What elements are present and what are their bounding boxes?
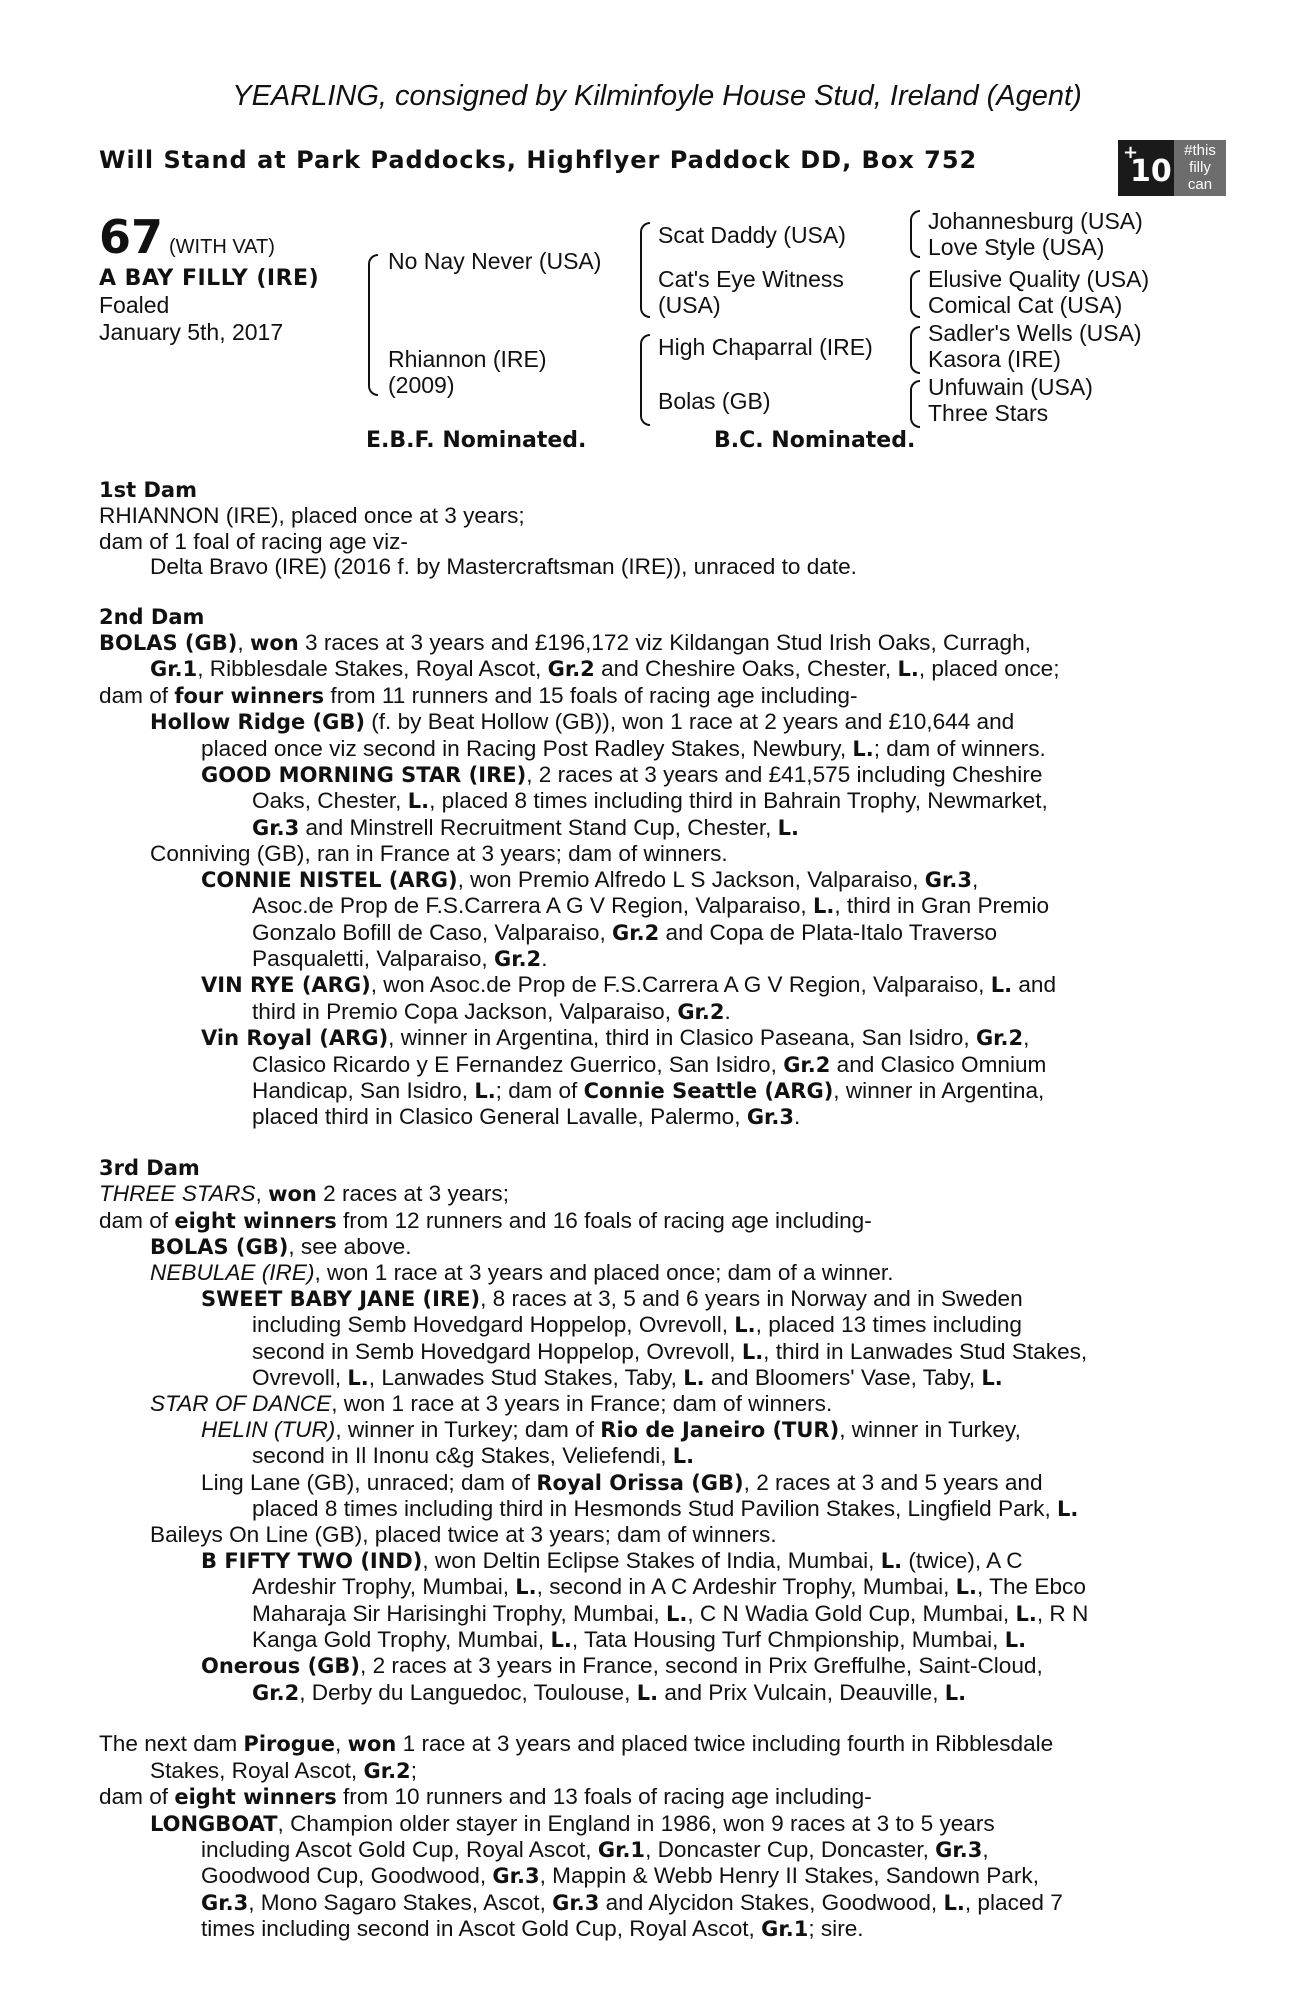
second-dam-line bbox=[99, 1025, 1205, 1051]
text: , won 1 race at 3 years and placed once; dam of a winner. bbox=[314, 1260, 894, 1286]
second-dam-line bbox=[99, 999, 1205, 1025]
text: , 2 races at 3 years in France, second in Prix Greffulhe, Saint-Cloud, bbox=[360, 1653, 1043, 1679]
bold-text: BOLAS (GB) bbox=[150, 1234, 289, 1259]
text: , placed 8 times including third in Bahrain Trophy, Newmarket, bbox=[429, 788, 1048, 814]
gen3-brace-1 bbox=[910, 210, 920, 258]
text: , 2 races at 3 and 5 years and bbox=[743, 1469, 1043, 1495]
plus-10-badge bbox=[1118, 140, 1174, 196]
third-dam-line bbox=[99, 1312, 1205, 1338]
gen3-brace-2 bbox=[910, 270, 920, 318]
text: , won 1 race at 3 years in France; dam of winners. bbox=[331, 1391, 833, 1417]
text: Stakes, Royal Ascot, bbox=[150, 1757, 364, 1783]
italic-text: HELIN (TUR) bbox=[201, 1416, 336, 1442]
grade-text: L. bbox=[981, 1366, 1003, 1390]
text: and bbox=[1012, 972, 1057, 998]
logo-tag-3: can bbox=[1187, 176, 1213, 193]
text: ; dam of winners. bbox=[873, 735, 1046, 761]
text: , bbox=[1023, 1025, 1030, 1051]
text: , Mono Sagaro Stakes, Ascot, bbox=[248, 1889, 553, 1915]
grade-text: L. bbox=[683, 1366, 705, 1390]
pedigree-g3-7: Unfuwain (USA) bbox=[928, 374, 1093, 400]
bold-text: four winners bbox=[174, 683, 325, 708]
pedigree-sire-dam: Cat's Eye Witness bbox=[658, 266, 844, 292]
pedigree-dam-year: (2009) bbox=[388, 372, 455, 398]
text: and Copa de Plata-Italo Traverso bbox=[659, 919, 998, 945]
grade-text: Gr.2 bbox=[612, 920, 660, 945]
grade-text: L. bbox=[777, 815, 800, 840]
bold-text: Pirogue bbox=[243, 1732, 336, 1757]
text: Gonzalo Bofill de Caso, Valparaiso, bbox=[252, 919, 613, 945]
first-dam-line: dam of 1 foal of racing age viz- bbox=[99, 528, 408, 554]
logo-tag-2: filly bbox=[1189, 159, 1211, 176]
third-dam-line bbox=[99, 1574, 1205, 1600]
horse-name: A BAY FILLY (IRE) bbox=[99, 266, 320, 291]
grade-text: L. bbox=[474, 1078, 496, 1103]
text: , won Premio Alfredo L S Jackson, Valparaiso, bbox=[457, 866, 925, 892]
grade-text: L. bbox=[734, 1313, 756, 1338]
text: 1 race at 3 years and placed twice including fourth in Ribblesdale bbox=[396, 1731, 1054, 1757]
first-dam-line: Delta Bravo (IRE) (2016 f. by Mastercraftsman (IRE)), unraced to date. bbox=[150, 554, 857, 580]
next-dam-line bbox=[99, 1811, 1205, 1837]
catalogue-body bbox=[99, 478, 1205, 1943]
dam-parents-brace bbox=[640, 334, 650, 426]
text: , second in A C Ardeshir Trophy, Mumbai, bbox=[536, 1574, 956, 1600]
text: 2 races at 3 years; bbox=[316, 1181, 509, 1207]
text: , Ribblesdale Stakes, Royal Ascot, bbox=[197, 656, 548, 682]
third-dam-line bbox=[99, 1601, 1205, 1627]
sire-parents-brace bbox=[640, 222, 650, 318]
bold-text: Vin Royal (ARG) bbox=[201, 1026, 389, 1051]
text: . bbox=[724, 998, 731, 1024]
second-dam-line bbox=[99, 893, 1205, 919]
next-dam-line bbox=[99, 1837, 1205, 1863]
pedigree-g3-8: Three Stars bbox=[928, 400, 1049, 426]
second-dam-line bbox=[99, 972, 1205, 998]
text: ; sire. bbox=[808, 1916, 864, 1942]
sire-brace bbox=[368, 254, 378, 396]
text: and Clasico Omnium bbox=[830, 1051, 1047, 1077]
text: , placed 13 times including bbox=[755, 1312, 1022, 1338]
italic-text: NEBULAE (IRE) bbox=[150, 1260, 315, 1286]
text: and Bloomers' Vase, Taby, bbox=[704, 1365, 982, 1390]
text: The next dam bbox=[99, 1731, 244, 1757]
second-dam-line bbox=[99, 656, 1205, 682]
this-filly-can-badge bbox=[1174, 140, 1226, 196]
text: , winner in Turkey, bbox=[839, 1416, 1021, 1442]
bold-text: won bbox=[249, 631, 299, 656]
grade-text: L. bbox=[812, 894, 835, 919]
pedigree-sire-dam-country: (USA) bbox=[658, 292, 721, 318]
bold-text: CONNIE NISTEL (ARG) bbox=[201, 867, 458, 892]
text: Ardeshir Trophy, Mumbai, bbox=[252, 1574, 516, 1600]
grade-text: Gr.2 bbox=[493, 946, 542, 971]
grade-text: L. bbox=[944, 1680, 967, 1705]
third-dam-line bbox=[99, 1680, 1205, 1706]
lot-number: 67 bbox=[99, 210, 164, 264]
grade-text: Gr.3 bbox=[924, 867, 972, 892]
second-dam-line bbox=[99, 762, 1205, 788]
text: , winner in Argentina, third in Clasico Paseana, San Isidro, bbox=[388, 1025, 976, 1051]
first-dam-line: RHIANNON (IRE), placed once at 3 years; bbox=[99, 503, 525, 529]
text: , The Ebco bbox=[977, 1574, 1086, 1600]
text: , placed once; bbox=[918, 656, 1060, 682]
grade-text: Gr.3 bbox=[746, 1105, 795, 1130]
bold-text: GOOD MORNING STAR (IRE) bbox=[201, 763, 527, 788]
third-dam-heading: 3rd Dam bbox=[99, 1155, 200, 1180]
pedigree-dam: Rhiannon (IRE) bbox=[388, 346, 547, 372]
grade-text: Gr.2 bbox=[783, 1052, 831, 1077]
grade-text: Gr.1 bbox=[150, 657, 198, 682]
text: second in Semb Hovedgard Hoppelop, Ovrevoll, bbox=[252, 1338, 742, 1364]
foaled-date: January 5th, 2017 bbox=[99, 319, 284, 345]
grade-text: Gr.1 bbox=[761, 1917, 809, 1942]
text: , won Deltin Eclipse Stakes of India, Mumbai, bbox=[422, 1547, 881, 1573]
text: placed once viz second in Racing Post Radley Stakes, Newbury, bbox=[201, 735, 853, 761]
text: , third in Gran Premio bbox=[834, 893, 1050, 919]
logo-tag-1: #this bbox=[1184, 142, 1216, 159]
grade-text: L. bbox=[1004, 1628, 1027, 1653]
text: ; dam of bbox=[495, 1077, 584, 1103]
text: , Champion older stayer in England in 1986, won 9 races at 3 to 5 years bbox=[277, 1810, 995, 1836]
section-gap bbox=[99, 1131, 1205, 1156]
text: Oaks, Chester, bbox=[252, 788, 408, 814]
grade-text: Gr.3 bbox=[935, 1837, 983, 1862]
pedigree-dam-dam: Bolas (GB) bbox=[658, 388, 771, 414]
text: Pasqualetti, Valparaiso, bbox=[252, 945, 494, 971]
text: from 10 runners and 13 foals of racing age including- bbox=[336, 1784, 872, 1810]
text: , bbox=[255, 1181, 269, 1207]
bold-text: eight winners bbox=[174, 1208, 337, 1233]
text: second in Il Inonu c&g Stakes, Veliefendi, bbox=[252, 1443, 673, 1469]
bold-text: LONGBOAT bbox=[150, 1811, 278, 1836]
text: and Minstrell Recruitment Stand Cup, Chester, bbox=[299, 814, 778, 840]
second-dam-line bbox=[99, 867, 1205, 893]
text: Asoc.de Prop de F.S.Carrera A G V Region, Valparaiso, bbox=[252, 893, 813, 919]
text: (twice), A C bbox=[902, 1547, 1023, 1573]
grade-text: L. bbox=[741, 1339, 764, 1364]
grade-text: Gr.2 bbox=[363, 1758, 411, 1783]
grade-text: Gr.3 bbox=[201, 1890, 249, 1915]
second-dam-line bbox=[99, 1104, 1205, 1130]
second-dam-line: Conniving (GB), ran in France at 3 years; dam of winners. bbox=[150, 841, 728, 867]
second-dam-line bbox=[99, 946, 1205, 972]
italic-text: STAR OF DANCE bbox=[150, 1391, 332, 1417]
text: . bbox=[794, 1104, 801, 1130]
logo-number: 10 bbox=[1130, 154, 1172, 189]
grade-text: Gr.2 bbox=[547, 657, 595, 682]
text: , Derby du Languedoc, Toulouse, bbox=[299, 1679, 637, 1705]
text: , winner in Argentina, bbox=[833, 1077, 1045, 1103]
text: , third in Lanwades Stud Stakes, bbox=[763, 1338, 1088, 1364]
text: , R N bbox=[1036, 1600, 1089, 1626]
third-dam-line bbox=[99, 1391, 1205, 1416]
second-dam-line bbox=[99, 709, 1205, 735]
bold-text: eight winners bbox=[174, 1785, 337, 1810]
text: placed 8 times including third in Hesmonds Stud Pavilion Stakes, Lingfield Park, bbox=[252, 1496, 1058, 1522]
text: from 12 runners and 16 foals of racing age including- bbox=[336, 1207, 872, 1233]
grade-text: Gr.3 bbox=[252, 815, 300, 840]
second-dam-line bbox=[99, 1078, 1205, 1104]
text: , bbox=[335, 1731, 348, 1757]
grade-text: Gr.3 bbox=[552, 1890, 600, 1915]
text: and Alycidon Stakes, Goodwood, bbox=[599, 1889, 944, 1915]
text: ; bbox=[410, 1757, 417, 1783]
bold-text: Connie Seattle (ARG) bbox=[583, 1078, 834, 1103]
grade-text: L. bbox=[515, 1575, 537, 1600]
pedigree-g3-2: Love Style (USA) bbox=[928, 234, 1105, 260]
text: , 8 races at 3, 5 and 6 years in Norway and in Sweden bbox=[480, 1285, 1023, 1311]
bold-text: Hollow Ridge (GB) bbox=[150, 710, 365, 735]
text: third in Premio Copa Jackson, Valparaiso, bbox=[252, 998, 678, 1024]
bold-text: VIN RYE (ARG) bbox=[201, 973, 371, 998]
third-dam-line: Baileys On Line (GB), placed twice at 3 years; dam of winners. bbox=[150, 1522, 777, 1548]
grade-text: Gr.2 bbox=[677, 999, 725, 1024]
text: (f. by Beat Hollow (GB)), won 1 race at 2 years and £10,644 and bbox=[364, 709, 1015, 735]
second-dam-line bbox=[99, 815, 1205, 841]
text: and Prix Vulcain, Deauville, bbox=[658, 1679, 945, 1705]
bold-text: SWEET BABY JANE (IRE) bbox=[201, 1286, 481, 1311]
bold-text: Rio de Janeiro (TUR) bbox=[600, 1417, 840, 1442]
grade-text: Gr.2 bbox=[975, 1026, 1024, 1051]
text: 3 races at 3 years and £196,172 viz Kildangan Stud Irish Oaks, Curragh, bbox=[298, 630, 1031, 656]
second-dam-line bbox=[99, 788, 1205, 814]
text: , Mappin & Webb Henry II Stakes, Sandown Park, bbox=[539, 1863, 1040, 1889]
vat-note: (WITH VAT) bbox=[169, 236, 275, 258]
third-dam-line bbox=[99, 1548, 1205, 1574]
bold-text: Royal Orissa (GB) bbox=[536, 1470, 744, 1495]
grade-text: Gr.2 bbox=[252, 1680, 300, 1705]
grade-text: L. bbox=[636, 1680, 659, 1705]
text: Kanga Gold Trophy, Mumbai, bbox=[252, 1627, 551, 1653]
grade-text: L. bbox=[550, 1628, 572, 1653]
text: Clasico Ricardo y E Fernandez Guerrico, San Isidro, bbox=[252, 1051, 784, 1077]
foaled-label: Foaled bbox=[99, 292, 170, 318]
text: times including second in Ascot Gold Cup, Royal Ascot, bbox=[201, 1916, 762, 1942]
bc-nomination: B.C. Nominated. bbox=[714, 428, 916, 453]
grade-text: L. bbox=[672, 1444, 695, 1469]
next-dam-line bbox=[99, 1784, 1205, 1810]
text: dam of bbox=[99, 1784, 175, 1810]
bold-text: Onerous (GB) bbox=[201, 1654, 361, 1679]
next-dam-line bbox=[99, 1758, 1205, 1784]
text: dam of bbox=[99, 682, 175, 708]
text: Goodwood Cup, Goodwood, bbox=[201, 1863, 493, 1889]
second-dam-line bbox=[99, 683, 1205, 709]
logo-plus: + bbox=[1123, 142, 1139, 163]
text: , bbox=[972, 866, 979, 892]
third-dam-line bbox=[99, 1417, 1205, 1443]
text: , Lanwades Stud Stakes, Taby, bbox=[368, 1365, 684, 1390]
text: including Semb Hovedgard Hoppelop, Ovrevoll, bbox=[252, 1312, 735, 1338]
plus-10-logo bbox=[1118, 140, 1226, 196]
grade-text: L. bbox=[347, 1366, 369, 1390]
grade-text: L. bbox=[665, 1601, 688, 1626]
second-dam-heading: 2nd Dam bbox=[99, 604, 205, 629]
pedigree-g3-5: Sadler's Wells (USA) bbox=[928, 320, 1142, 346]
bold-text: won bbox=[268, 1182, 317, 1207]
grade-text: L. bbox=[1015, 1601, 1037, 1626]
grade-text: L. bbox=[880, 1548, 903, 1573]
third-dam-line bbox=[99, 1286, 1205, 1312]
next-dam-line bbox=[99, 1916, 1205, 1942]
grade-text: L. bbox=[990, 973, 1013, 998]
text: Ovrevoll, bbox=[252, 1365, 348, 1390]
third-dam-line bbox=[99, 1339, 1205, 1365]
text: . bbox=[541, 945, 548, 971]
grade-text: L. bbox=[897, 657, 919, 682]
gen3-brace-4 bbox=[910, 380, 920, 428]
second-dam-line bbox=[99, 1052, 1205, 1078]
pedigree-g3-1: Johannesburg (USA) bbox=[928, 208, 1143, 234]
section-gap bbox=[99, 1706, 1205, 1731]
third-dam-line bbox=[99, 1470, 1205, 1496]
grade-text: L. bbox=[1057, 1497, 1079, 1522]
next-dam-line bbox=[99, 1863, 1205, 1889]
next-dam-line bbox=[99, 1731, 1205, 1757]
text: , Tata Housing Turf Chmpionship, Mumbai, bbox=[571, 1627, 1005, 1653]
pedigree-sire: No Nay Never (USA) bbox=[388, 248, 602, 274]
lot-number-block bbox=[99, 210, 275, 264]
third-dam-line bbox=[99, 1208, 1205, 1234]
pedigree-sire-sire: Scat Daddy (USA) bbox=[658, 222, 846, 248]
grade-text: Gr.3 bbox=[492, 1864, 540, 1889]
grade-text: Gr.1 bbox=[597, 1837, 646, 1862]
text: Ling Lane (GB), unraced; dam of bbox=[201, 1469, 537, 1495]
stand-location: Will Stand at Park Paddocks, Highflyer Paddock DD, Box 752 bbox=[99, 146, 978, 174]
text: , winner in Turkey; dam of bbox=[335, 1416, 601, 1442]
ebf-nomination: E.B.F. Nominated. bbox=[366, 428, 587, 453]
first-dam-heading: 1st Dam bbox=[99, 478, 197, 502]
third-dam-line bbox=[99, 1443, 1205, 1469]
grade-text: L. bbox=[407, 789, 430, 814]
third-dam-line bbox=[99, 1365, 1205, 1391]
text: from 11 runners and 15 foals of racing age including- bbox=[324, 682, 858, 708]
second-dam-line bbox=[99, 920, 1205, 946]
text: placed third in Clasico General Lavalle, Palermo, bbox=[252, 1104, 747, 1130]
text: including Ascot Gold Cup, Royal Ascot, bbox=[201, 1836, 598, 1862]
text: , 2 races at 3 years and £41,575 including Cheshire bbox=[526, 762, 1043, 788]
pedigree-dam-sire: High Chaparral (IRE) bbox=[658, 334, 873, 360]
page-title: YEARLING, consigned by Kilminfoyle House Stud, Ireland (Agent) bbox=[232, 80, 1082, 112]
third-dam-line bbox=[99, 1627, 1205, 1653]
grade-text: L. bbox=[852, 736, 874, 761]
text: dam of bbox=[99, 1207, 175, 1233]
text: , bbox=[982, 1836, 989, 1862]
text: and Cheshire Oaks, Chester, bbox=[594, 656, 898, 682]
text: , won Asoc.de Prop de F.S.Carrera A G V Region, Valparaiso, bbox=[370, 972, 991, 998]
section-gap bbox=[99, 580, 1205, 605]
second-dam-line bbox=[99, 736, 1205, 762]
bold-text: B FIFTY TWO (IND) bbox=[201, 1548, 423, 1573]
third-dam-line bbox=[99, 1234, 1205, 1260]
text: , Doncaster Cup, Doncaster, bbox=[645, 1836, 936, 1862]
grade-text: L. bbox=[955, 1575, 978, 1600]
third-dam-line bbox=[99, 1653, 1205, 1679]
gen3-brace-3 bbox=[910, 326, 920, 374]
third-dam-line bbox=[99, 1181, 1205, 1207]
third-dam-line bbox=[99, 1496, 1205, 1522]
pedigree-g3-4: Comical Cat (USA) bbox=[928, 292, 1123, 318]
text: , see above. bbox=[288, 1233, 412, 1259]
text: Maharaja Sir Harisinghi Trophy, Mumbai, bbox=[252, 1600, 666, 1626]
text: , C N Wadia Gold Cup, Mumbai, bbox=[687, 1600, 1016, 1626]
italic-text: THREE STARS bbox=[99, 1181, 256, 1207]
second-dam-line: BOLAS (GB), won 3 races at 3 years and £196,172 viz Kildangan Stud Irish Oaks, Curragh, bbox=[99, 630, 1031, 656]
text: , placed 7 bbox=[964, 1889, 1063, 1915]
text: Handicap, San Isidro, bbox=[252, 1077, 475, 1103]
pedigree-g3-3: Elusive Quality (USA) bbox=[928, 266, 1150, 292]
pedigree-g3-6: Kasora (IRE) bbox=[928, 346, 1061, 372]
bold-text: won bbox=[347, 1732, 397, 1757]
third-dam-line bbox=[99, 1260, 1205, 1285]
grade-text: L. bbox=[943, 1890, 965, 1915]
bold-text: BOLAS (GB) bbox=[99, 631, 238, 656]
next-dam-line bbox=[99, 1890, 1205, 1916]
